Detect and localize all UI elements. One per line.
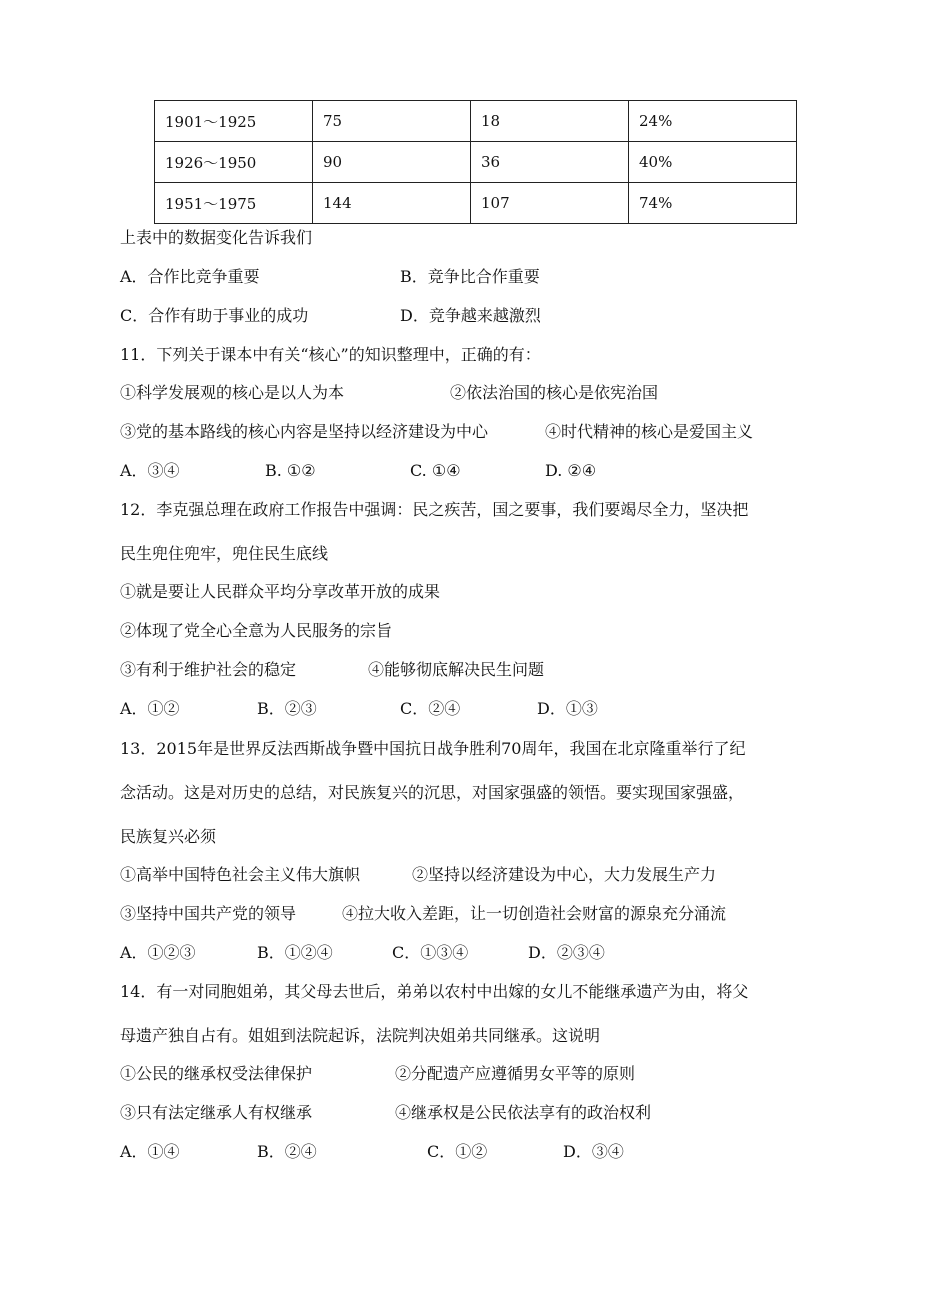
q13-stem-line-3: 民族复兴必须 [120,827,217,846]
q13-item-4: ④拉大收入差距，让一切创造社会财富的源泉充分涌流 [342,904,727,923]
table-cell: 90 [313,142,471,183]
q12-answer-a: A．①② [120,699,180,718]
table-cell: 1901～1925 [155,101,313,142]
q10-option-d: D．竞争越来越激烈 [400,306,541,325]
q11-stem: 11．下列关于课本中有关“核心”的知识整理中，正确的有： [120,345,541,364]
table-row [155,101,797,142]
q13-answer-c: C．①③④ [392,943,469,962]
table-cell: 74% [629,183,797,224]
q14-answer-c: C．①② [427,1142,488,1161]
q12-answer-c: C．②④ [400,699,461,718]
q14-item-1: ①公民的继承权受法律保护 [120,1064,313,1083]
q12-item-1: ①就是要让人民群众平均分享改革开放的成果 [120,582,441,601]
q12-item-2: ②体现了党全心全意为人民服务的宗旨 [120,621,393,640]
table-cell: 75 [313,101,471,142]
q14-item-3: ③只有法定继承人有权继承 [120,1103,313,1122]
q13-stem-line-2: 念活动。这是对历史的总结，对民族复兴的沉思，对国家强盛的领悟。要实现国家强盛， [120,783,745,802]
q14-item-2: ②分配遗产应遵循男女平等的原则 [395,1064,636,1083]
q14-answer-d: D．③④ [563,1142,624,1161]
table-cell: 144 [313,183,471,224]
q11-item-1: ①科学发展观的核心是以人为本 [120,383,345,402]
q11-answer-b: B. ①② [265,461,316,480]
q11-answer-d: D. ②④ [545,461,597,480]
q14-stem-line-1: 14．有一对同胞姐弟，其父母去世后，弟弟以农村中出嫁的女儿不能继承遗产为由，将父 [120,982,749,1001]
q11-answer-c: C. ①④ [410,461,461,480]
q14-answer-a: A．①④ [120,1142,180,1161]
q12-stem-line-2: 民生兜住兜牢，兜住民生底线 [120,544,329,563]
q10-stem: 上表中的数据变化告诉我们 [120,228,313,247]
table-cell: 24% [629,101,797,142]
q13-answer-a: A．①②③ [120,943,196,962]
q11-item-4: ④时代精神的核心是爱国主义 [545,422,754,441]
q13-item-1: ①高举中国特色社会主义伟大旗帜 [120,865,361,884]
q12-stem-line-1: 12．李克强总理在政府工作报告中强调：民之疾苦，国之要事，我们要竭尽全力，坚决把 [120,500,749,519]
q13-answer-d: D．②③④ [528,943,605,962]
q10-option-a: A．合作比竞争重要 [120,267,260,286]
q12-item-3: ③有利于维护社会的稳定 [120,660,297,679]
q10-option-c: C．合作有助于事业的成功 [120,306,309,325]
q11-item-3: ③党的基本路线的核心内容是坚持以经济建设为中心 [120,422,489,441]
table-cell: 36 [471,142,629,183]
q13-item-3: ③坚持中国共产党的领导 [120,904,297,923]
q14-item-4: ④继承权是公民依法享有的政治权利 [395,1103,652,1122]
table-row [155,183,797,224]
q13-stem-line-1: 13．2015年是世界反法西斯战争暨中国抗日战争胜利70周年，我国在北京隆重举行了纪 [120,739,746,758]
q12-item-4: ④能够彻底解决民生问题 [368,660,545,679]
table-cell: 18 [471,101,629,142]
q13-item-2: ②坚持以经济建设为中心，大力发展生产力 [412,865,717,884]
q14-stem-line-2: 母遗产独自占有。姐姐到法院起诉，法院判决姐弟共同继承。这说明 [120,1026,601,1045]
q14-answer-b: B．②④ [257,1142,317,1161]
table-cell: 40% [629,142,797,183]
table-cell: 1951～1975 [155,183,313,224]
statistics-table [154,100,797,224]
q12-answer-b: B．②③ [257,699,317,718]
table-cell: 107 [471,183,629,224]
q12-answer-d: D．①③ [537,699,598,718]
q13-answer-b: B．①②④ [257,943,333,962]
table-cell: 1926～1950 [155,142,313,183]
q10-option-b: B．竞争比合作重要 [400,267,540,286]
table-row [155,142,797,183]
q11-answer-a: A．③④ [120,461,180,480]
q11-item-2: ②依法治国的核心是依宪治国 [450,383,659,402]
